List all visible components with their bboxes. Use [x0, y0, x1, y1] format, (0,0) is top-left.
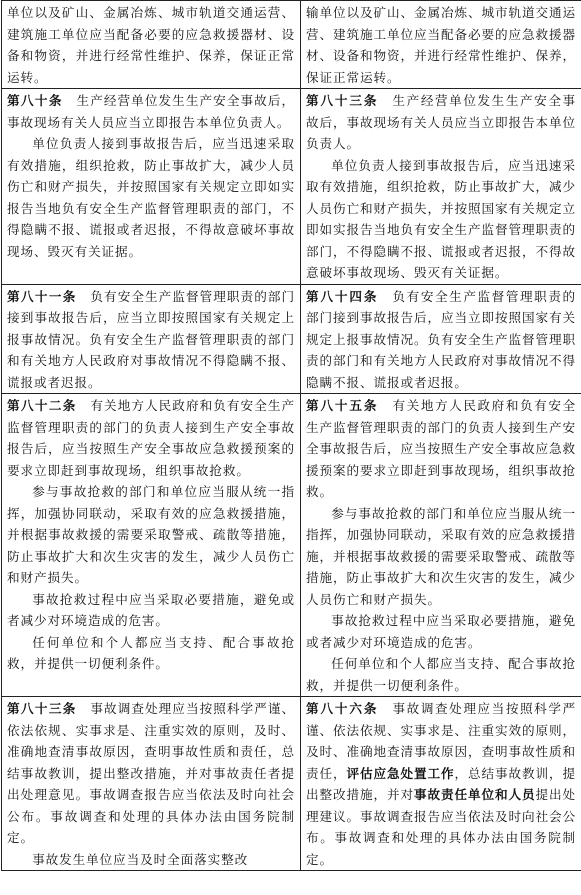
paragraph: [7, 90, 295, 133]
old-version-cell: [2, 394, 301, 697]
paragraph: [7, 133, 295, 262]
old-version-cell: [2, 1, 301, 89]
paragraph: [306, 395, 576, 503]
new-version-cell: [301, 1, 581, 89]
amended-text: 事故责任单位和人员: [414, 787, 536, 802]
paragraph: [7, 286, 295, 394]
paragraph: [306, 503, 576, 611]
article-number: 第八十二条: [7, 398, 77, 413]
paragraph: [306, 653, 576, 696]
article-text: 单位负责人接到事故报告后，应当迅速采取有效措施，组织抢救，防止事故扩大，减少人员伤亡和财产损失，并按照国家有关规定立即如实报告当地负有安全生产监督管理职责的部门，不得隐瞒不报、谎报或者迟报，不得故意破坏事故现场、毁灭有关证据。: [306, 157, 576, 280]
paragraph: [7, 849, 295, 871]
article-text: 单位负责人接到事故报告后，应当迅速采取有效措施，组织抢救，防止事故扩大，减少人员伤亡和财产损失，并按照国家有关规定立即如实报告当地负有安全生产监督管理职责的部门，不得隐瞒不报、谎报或者迟报，不得故意破坏事故现场、毁灭有关证据。: [7, 136, 295, 259]
old-version-cell: [2, 284, 301, 394]
paragraph: [306, 90, 576, 155]
article-number: 第八十三条: [306, 93, 379, 108]
law-comparison-table: [1, 0, 581, 871]
new-version-cell: [301, 284, 581, 394]
comparison-row: [2, 1, 581, 89]
article-number: 第八十六条: [306, 701, 379, 716]
article-text: 事故抢救过程中应当采取必要措施，避免或者减少对环境造成的危害。: [306, 613, 576, 650]
article-text: 事故发生单位应当及时全面落实整改: [32, 851, 249, 867]
paragraph: [7, 698, 295, 849]
paragraph: [7, 481, 295, 589]
article-text: 事故调查处理应当按照科学严谨、依法依规、实事求是、注重实效的原则，及时、准确地查清事故原因，查明事故性质和责任，: [306, 701, 577, 781]
article-number: 第八十一条: [7, 288, 77, 304]
amended-text: 评估应急处置工作: [346, 765, 455, 781]
article-text: 提出处理建议。事故调查报告应当依法及时向社会公布。事故调查和处理的具体办法由国务院制定。: [306, 787, 576, 867]
paragraph: [7, 395, 295, 481]
article-text: 任何单位和个人都应当支持、配合事故抢救，并提供一切便利条件。: [7, 634, 295, 671]
article-text: 事故抢救过程中应当采取必要措施，避免或者减少对环境造成的危害。: [7, 591, 295, 628]
article-text: 负有安全生产监督管理职责的部门接到事故报告后，应当立即按照国家有关规定上报事故情况。负有安全生产监督管理职责的部门和有关地方人民政府对事故情况不得隐瞒不报、谎报或者迟报。: [306, 288, 577, 390]
old-version-cell: [2, 697, 301, 871]
new-version-cell: [301, 697, 581, 871]
article-text: 生产经营单位发生生产安全事故后，事故现场有关人员应当立即报告本单位负责人。: [7, 93, 295, 130]
old-version-cell: [2, 89, 301, 285]
article-text: ，总结事故教训，提出整改措施，并对: [306, 765, 576, 802]
article-text: 参与事故抢救的部门和单位应当服从统一指挥，加强协同联动，采取有效的应急救援措施，并根据事故救援的需要采取警戒、疏散等措施，防止事故扩大和次生灾害的发生，减少人员伤亡和财产损失。: [306, 505, 576, 607]
article-text: 生产经营单位发生生产安全事故后，事故现场有关人员应当立即报告本单位负责人。: [306, 93, 577, 151]
article-text: 有关地方人民政府和负有安全生产监督管理职责的部门的负责人接到生产安全事故报告后，应当按照生产安全事故应急救援预案的要求立即赶到事故现场，组织事故抢救。: [306, 398, 577, 499]
comparison-row: [2, 394, 581, 697]
paragraph: [306, 698, 576, 870]
article-text: 有关地方人民政府和负有安全生产监督管理职责的部门的负责人接到生产安全事故报告后，应当按照生产安全事故应急救援预案的要求立即赶到事故现场，组织事故抢救。: [7, 398, 295, 478]
article-number: 第八十条: [7, 93, 63, 108]
article-text: 单位以及矿山、金属冶炼、城市轨道交通运营、建筑施工单位应当配备必要的应急救援器材、设备和物资，并进行经常性维护、保养，保证正常运转。: [7, 5, 295, 85]
article-number: 第八十三条: [7, 701, 77, 716]
comparison-row: [2, 697, 581, 871]
paragraph: [7, 2, 295, 88]
paragraph: [306, 155, 576, 284]
article-text: 任何单位和个人都应当支持、配合事故抢救，并提供一切便利条件。: [306, 656, 576, 693]
paragraph: [306, 2, 576, 88]
article-text: 负有安全生产监督管理职责的部门接到事故报告后，应当立即按照国家有关规定上报事故情况。负有安全生产监督管理职责的部门和有关地方人民政府对事故情况不得隐瞒不报、谎报或者迟报。: [7, 288, 295, 390]
new-version-cell: [301, 89, 581, 285]
article-number: 第八十五条: [306, 398, 379, 413]
comparison-row: [2, 89, 581, 285]
new-version-cell: [301, 394, 581, 697]
comparison-row: [2, 284, 581, 394]
article-text: 参与事故抢救的部门和单位应当服从统一指挥，加强协同联动，采取有效的应急救援措施，并根据事故救援的需要采取警戒、疏散等措施，防止事故扩大和次生灾害的发生，减少人员伤亡和财产损失。: [7, 484, 295, 585]
paragraph: [7, 589, 295, 632]
article-text: 输单位以及矿山、金属冶炼、城市轨道交通运营、建筑施工单位应当配备必要的应急救援器材、设备和物资，并进行经常性维护、保养，保证正常运转。: [306, 5, 576, 85]
paragraph: [7, 632, 295, 675]
paragraph: [306, 286, 576, 394]
article-text: 事故调查处理应当按照科学严谨、依法依规、实事求是、注重实效的原则，及时、准确地查清事故原因，查明事故性质和责任，总结事故教训，提出整改措施，并对事故责任者提出处理意见。事故调查报告应当依法及时向社会公布。事故调查和处理的具体办法由国务院制定。: [7, 701, 295, 845]
article-number: 第八十四条: [306, 288, 379, 304]
paragraph: [306, 610, 576, 653]
